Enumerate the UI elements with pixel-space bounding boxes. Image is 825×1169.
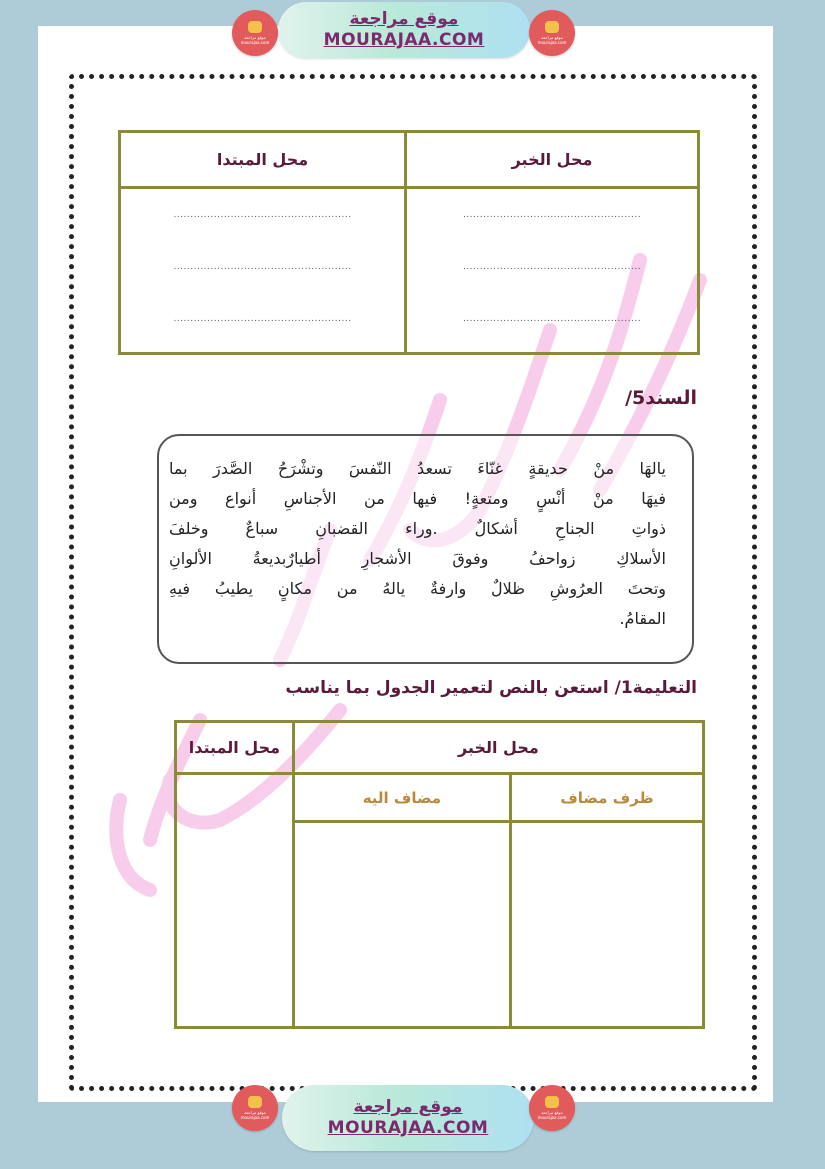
site-name-english: MOURAJAA.COM [327,1118,489,1138]
site-badge-top[interactable] [278,2,530,58]
logo-mark-icon [248,21,262,33]
table1-header-mubtada: محل المبتدا [120,132,406,188]
answer-line[interactable]: ..................................................... [462,262,642,272]
logo-mark-icon [545,21,559,33]
site-name-english: MOURAJAA.COM [323,30,485,50]
site-logo-left-bottom[interactable]: موقع مراجعة mourajaa.com [232,1085,278,1131]
site-name-arabic: موقع مراجعة [353,1097,463,1117]
answer-line[interactable]: ..................................................... [173,262,352,272]
passage-line-4: الأسلاكِ زواحفُ وفوقَ الأشجارِ أطيارٌبديعةُ الألوانِ [169,549,666,568]
table2-answer-mubtada[interactable] [176,774,294,1028]
site-logo-right-bottom[interactable]: موقع مراجعة mourajaa.com [529,1085,575,1131]
table1-answer-khabar[interactable] [406,188,699,354]
reading-passage-box [157,434,694,664]
passage-line-1: يالهَا منْ حديقةٍ غنّاءَ تسعدُ النّفسَ وتشْرَحُ الصَّدرَ بما [169,459,666,478]
table2-header-mubtada: محل المبتدا [176,722,294,774]
answer-line[interactable]: ..................................................... [173,314,352,324]
answer-line[interactable]: ..................................................... [173,210,352,220]
passage-line-5: وتحتَ العرُوشِ ظلالٌ وارفةٌ يالهُ من مكانٍ يطيبُ فيهِ [169,579,666,598]
site-badge-bottom[interactable] [282,1085,534,1151]
instruction-1: التعليمة1/ استعن بالنص لتعمير الجدول بما يناسب [285,678,697,698]
table2-sub-mudaf-ilayh: مضاف اليه [293,774,510,822]
table2-sub-zarf-mudaf: ظرف مضاف [511,774,704,822]
table2-header-khabar: محل الخبر [293,722,703,774]
answer-line[interactable]: ..................................................... [462,314,642,324]
passage-line-3: ذواتِ الجناحِ أشكالٌ .وراء القضبانِ سباعٌ وخلفَ [169,519,666,538]
passage-line-6: المقامُ. [619,609,666,628]
table2-answer-mudaf-ilayh[interactable] [293,822,510,1028]
logo-mark-icon [545,1096,559,1108]
table1-answer-mubtada[interactable] [120,188,406,354]
site-logo-left-top[interactable]: موقع مراجعة mourajaa.com [232,10,278,56]
idafa-table [174,720,705,1029]
logo-mark-icon [248,1096,262,1108]
answer-line[interactable]: ..................................................... [462,210,642,220]
table2-answer-zarf-mudaf[interactable] [511,822,704,1028]
mubtada-khabar-table [118,130,700,355]
site-name-arabic: موقع مراجعة [349,9,459,29]
passage-line-2: فيهَا منْ أنْسٍ ومتعةٍ! فيها من الأجناسِ أنواع ومن [169,489,666,508]
sanad-label: السند5/ [625,387,697,409]
site-logo-right-top[interactable]: موقع مراجعة mourajaa.com [529,10,575,56]
table1-header-khabar: محل الخبر [406,132,699,188]
